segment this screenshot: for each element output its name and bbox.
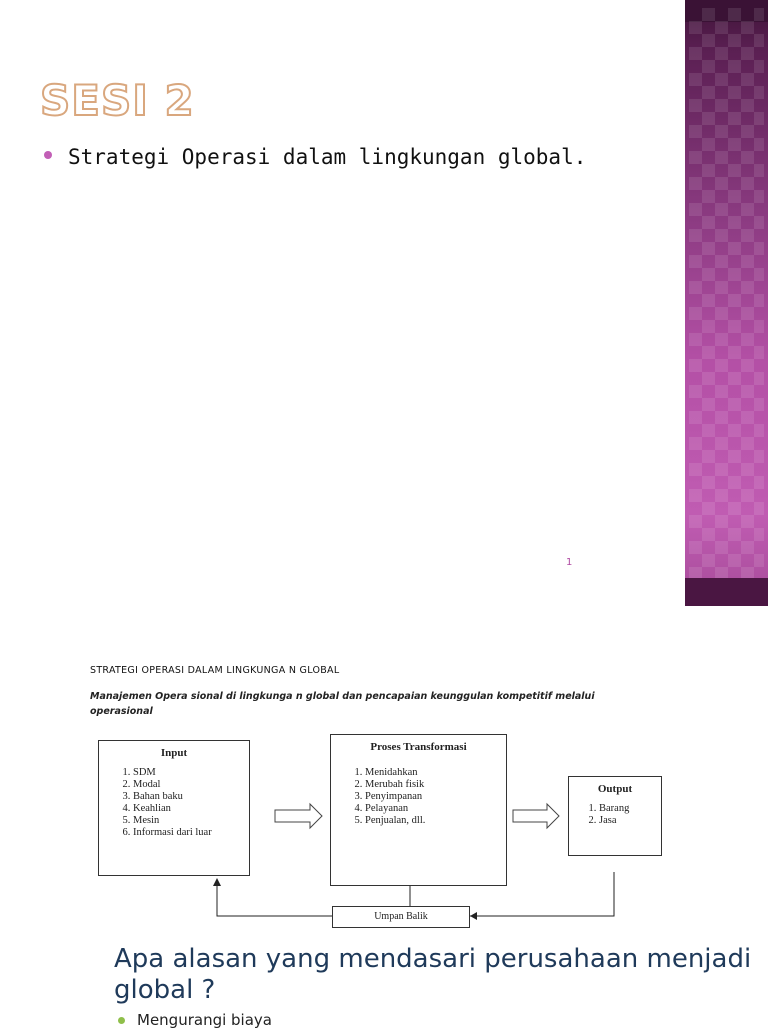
output-list: [569, 803, 661, 827]
feedback-arrowhead-left: [470, 912, 477, 920]
bullet-text: Strategi Operasi dalam lingkungan global.: [68, 145, 587, 169]
proses-box: [330, 734, 507, 886]
arrow-proses-to-output: [513, 804, 559, 828]
proses-list: [331, 767, 506, 827]
proses-title: Proses Transformasi: [370, 741, 467, 753]
output-item: 1. Barang: [599, 803, 661, 815]
output-title: Output: [597, 783, 633, 795]
bullet-dot-icon: [118, 1017, 125, 1024]
page-number: 1: [566, 557, 573, 568]
reason-item: [118, 1011, 272, 1029]
input-item: 6. Informasi dari luar: [133, 827, 249, 839]
output-box: [568, 776, 662, 856]
slide-2: [0, 622, 768, 1029]
feedback-line-input: [217, 880, 332, 916]
bullet-item: [44, 145, 586, 169]
reason-text: Mengurangi biaya: [137, 1011, 272, 1029]
proses-item: 2. Merubah fisik: [365, 779, 506, 791]
decorative-side-band: [685, 0, 768, 606]
diamond-pattern: [689, 8, 764, 586]
proses-item: 4. Pelayanan: [365, 803, 506, 815]
arrow-input-to-proses: [275, 804, 322, 828]
input-box: [98, 740, 250, 876]
input-title: Input: [160, 747, 188, 759]
side-band-bottom-strip: [685, 578, 768, 606]
proses-item: 5. Penjualan, dll.: [365, 815, 506, 827]
proses-item: 3. Penyimpanan: [365, 791, 506, 803]
input-item: 5. Mesin: [133, 815, 249, 827]
slide-separator: [0, 612, 768, 622]
document-heading: STRATEGI OPERASI DALAM LINGKUNGA N GLOBAL: [90, 665, 340, 676]
input-list: [99, 767, 249, 839]
bullet-dot-icon: [44, 151, 52, 159]
input-item: 3. Bahan baku: [133, 791, 249, 803]
proses-item: 1. Menidahkan: [365, 767, 506, 779]
slide-title: SESI 2: [40, 76, 195, 125]
document-subtitle: Manajemen Opera sional di lingkunga n global dan pencapaian keunggulan kompetitif melalui operasional: [90, 691, 595, 717]
question-heading: Apa alasan yang mendasari perusahaan menjadi global ?: [114, 944, 752, 1005]
input-item: 2. Modal: [133, 779, 249, 791]
output-item: 2. Jasa: [599, 815, 661, 827]
input-item: 1. SDM: [133, 767, 249, 779]
input-item: 4. Keahlian: [133, 803, 249, 815]
feedback-box: Umpan Balik: [332, 906, 470, 928]
feedback-arrowhead-input: [213, 878, 221, 886]
